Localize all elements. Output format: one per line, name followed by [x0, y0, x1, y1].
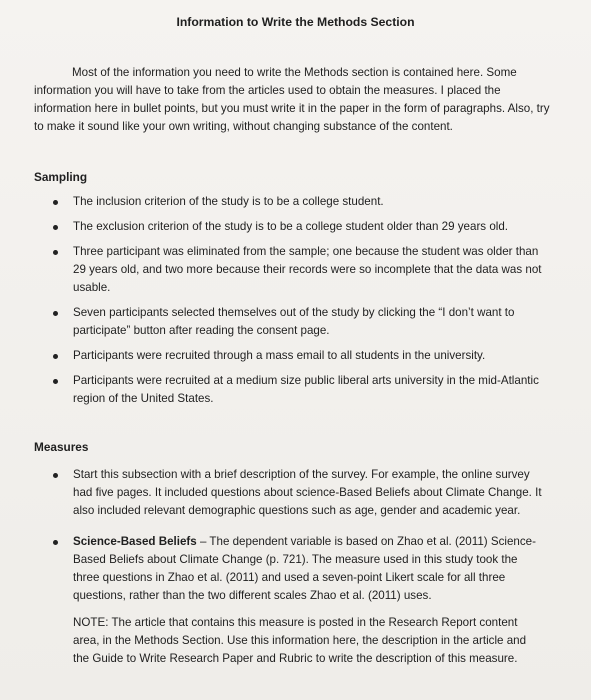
- sampling-heading: Sampling: [34, 170, 88, 184]
- sampling-item-text: Three participant was eliminated from the sample; one because the student was older than 29 years old, and two more because their records were so incomplete that the data was not usable.: [73, 245, 542, 294]
- measures-item-text: Start this subsection with a brief description of the survey. For example, the online survey had five pages. It included questions about science-Based Beliefs about Climate Change. It also included relevant demographic questions such as age, gender and academic year.: [73, 468, 542, 517]
- measures-item: [0, 533, 543, 668]
- bullet-icon: [53, 200, 58, 205]
- sampling-item: [0, 304, 543, 340]
- bullet-icon: [53, 540, 58, 545]
- sampling-item-text: The inclusion criterion of the study is to be a college student.: [73, 195, 384, 208]
- bullet-icon: [53, 311, 58, 316]
- measure-name: Science-Based Beliefs: [73, 535, 197, 548]
- sampling-item: [0, 372, 543, 408]
- measures-list: [0, 466, 591, 681]
- bullet-icon: [53, 250, 58, 255]
- sampling-item-text: Seven participants selected themselves out of the study by clicking the “I don’t want to participate” button after reading the consent page.: [73, 306, 515, 337]
- document-title: Information to Write the Methods Section: [176, 15, 415, 29]
- intro-text: Most of the information you need to write the Methods section is contained here. Some information you will have to take from the articles used to obtain the measures. I placed the information here in bullet points, but you must write it in the paper in the form of paragraphs. Also, try to make it sound like your own writing, without changing substance of the content.: [34, 66, 550, 133]
- sampling-item-text: The exclusion criterion of the study is to be a college student older than 29 years old.: [73, 220, 509, 233]
- bullet-icon: [53, 379, 58, 384]
- sampling-item: [0, 243, 543, 297]
- bullet-icon: [53, 473, 58, 478]
- sampling-item-text: Participants were recruited through a mass email to all students in the university.: [73, 349, 486, 362]
- sampling-list: [0, 193, 591, 415]
- measures-item: [0, 466, 543, 520]
- sampling-item-text: Participants were recruited at a medium size public liberal arts university in the mid-Atlantic region of the United States.: [73, 374, 539, 405]
- bullet-icon: [53, 354, 58, 359]
- measure-note: NOTE: The article that contains this measure is posted in the Research Report content area, in the Methods Section. Use this information here, the description in the article and the Guide to Write Research Paper and Rubric to write the description of this measure.: [73, 616, 527, 665]
- sampling-item: [0, 218, 543, 236]
- bullet-icon: [53, 225, 58, 230]
- intro-paragraph: [34, 64, 554, 136]
- measures-item-text: – The dependent variable is based on Zhao et al. (2011) Science-Based Beliefs about Climate Change (p. 721). The measure used in this study took the three questions in Zhao et al. (2011) and used a seven-point Likert scale for all three questions, rather than the two different scales Zhao et al. (2011) uses.: [73, 535, 536, 602]
- sampling-item: [0, 193, 543, 211]
- measures-heading: Measures: [34, 440, 89, 454]
- sampling-item: [0, 347, 543, 365]
